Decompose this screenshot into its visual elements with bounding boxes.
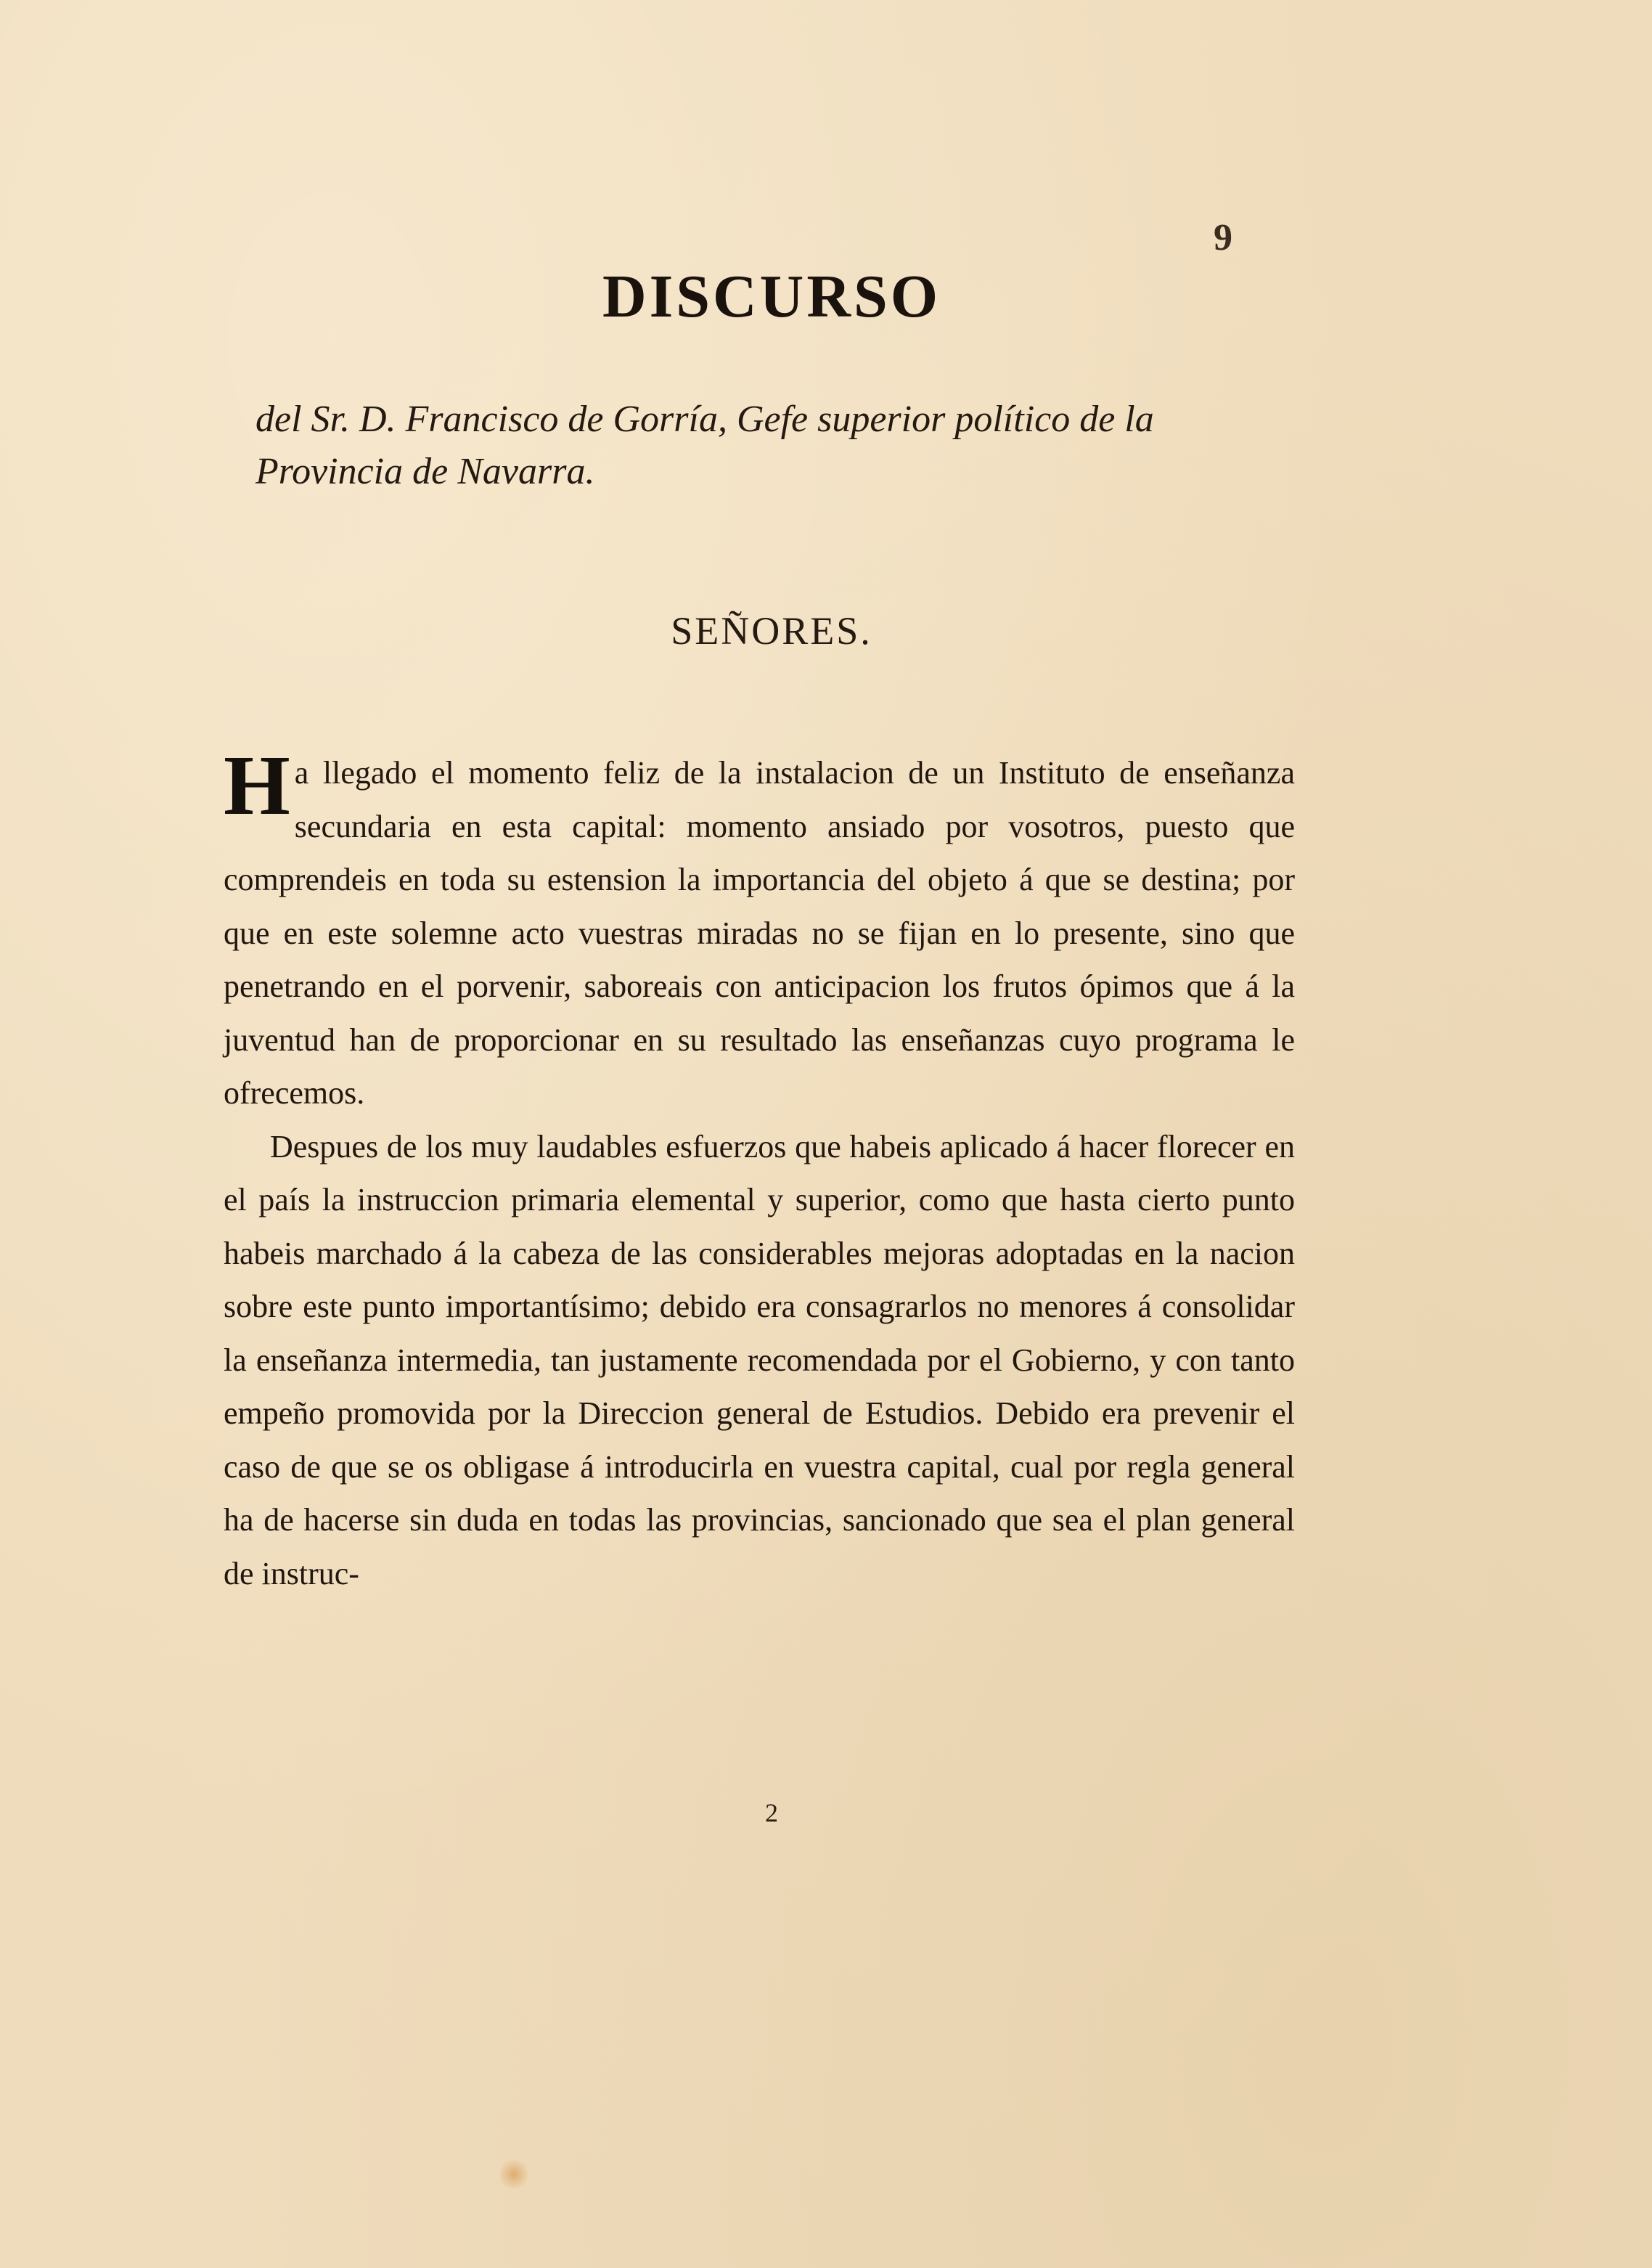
discourse-body: [224, 738, 1295, 1600]
paragraph-1: [224, 738, 1295, 1120]
drop-cap-letter: H: [224, 738, 290, 833]
page-number: 9: [1214, 217, 1232, 258]
page-title: DISCURSO: [602, 263, 941, 330]
paragraph-1-text: a llegado el momento feliz de la instalacion de un Instituto de enseñanza secundaria en esta capital: momento ansiado por vosotros, puesto que comprendeis en toda su estension la importancia del objeto á que se destina; por que en este solemne acto vuestras miradas no se fijan en lo presente, sino que penetrando en el porvenir, saboreais con anticipacion los frutos ópimos que á la juventud han de proporcionar en su resultado las enseñanzas cuyo programa le ofrecemos.: [224, 755, 1295, 1111]
paragraph-2: Despues de los muy laudables esfuerzos que habeis aplicado á hacer florecer en el país la instruccion primaria elemental y superior, como que hasta cierto punto habeis marchado á la cabeza de las considerables mejoras adoptadas en la nacion sobre este punto importantísimo; debido era consagrarlos no menores á consolidar la enseñanza intermedia, tan justamente recomendada por el Gobierno, y con tanto empeño promovida por la Direccion general de Estudios. Debido era prevenir el caso de que se os obligase á introducirla en vuestra capital, cual por regla general ha de hacerse sin duda en todas las provincias, sancionado que sea el plan general de instruc-: [224, 1128, 1295, 1591]
page-subtitle: del Sr. D. Francisco de Gorría, Gefe superior político de la Provincia de Navarra.: [255, 399, 1154, 492]
signature-mark: 2: [765, 1798, 778, 1827]
salutation-heading: SEÑORES.: [671, 609, 872, 653]
paper-stain: [499, 2158, 528, 2191]
